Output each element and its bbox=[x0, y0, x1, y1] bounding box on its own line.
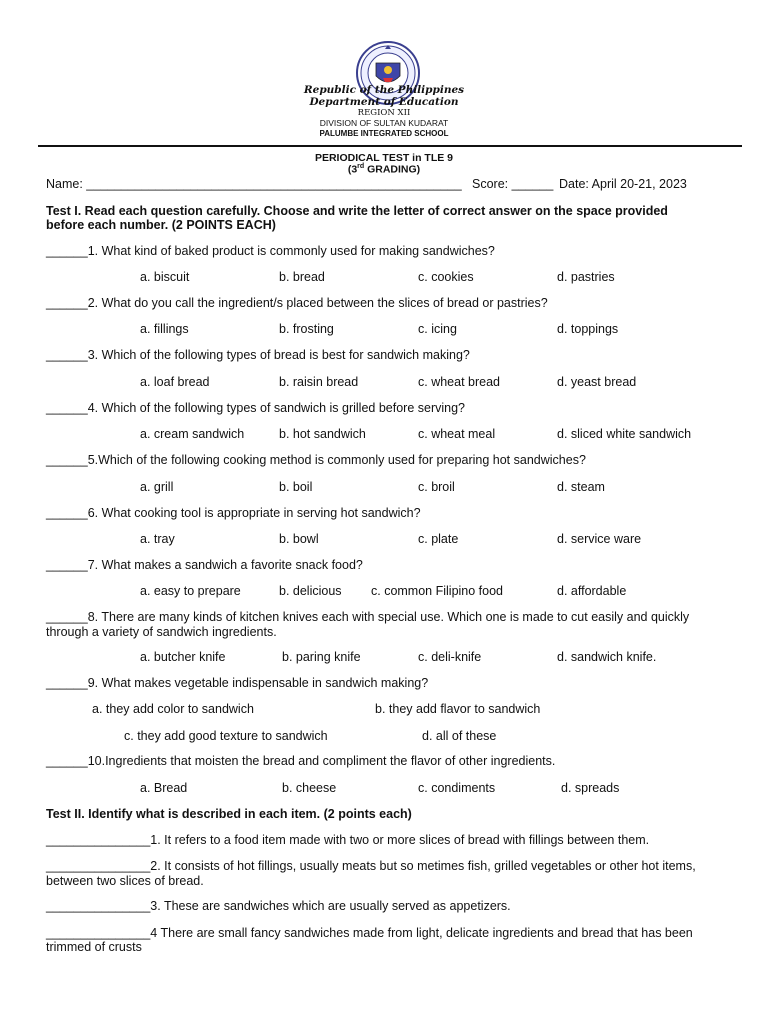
q3-choice-b: b. raisin bread bbox=[279, 375, 359, 389]
region-line: REGION XII bbox=[357, 108, 411, 118]
question-8-cont: through a variety of sandwich ingredients. bbox=[46, 625, 277, 639]
q8-choice-c: c. deli-knife bbox=[418, 650, 482, 664]
test-title: PERIODICAL TEST in TLE 9 bbox=[314, 152, 454, 164]
question-9: ______9. What makes vegetable indispensable in sandwich making? bbox=[46, 676, 429, 690]
q5-choice-d: d. steam bbox=[557, 480, 605, 494]
school-line: PALUMBE INTEGRATED SCHOOL bbox=[319, 129, 449, 138]
name-field[interactable]: Name: ______________________________________________________ bbox=[46, 177, 462, 191]
q5-choice-a: a. grill bbox=[140, 480, 174, 494]
q2-choice-a: a. fillings bbox=[140, 322, 189, 336]
q6-choice-c: c. plate bbox=[418, 532, 459, 546]
q8-choice-b: b. paring knife bbox=[282, 650, 361, 664]
q7-choice-b: b. delicious bbox=[279, 584, 342, 598]
date-label: Date: April 20-21, 2023 bbox=[559, 177, 687, 191]
q8-choice-d: d. sandwich knife. bbox=[557, 650, 657, 664]
q10-choice-d: d. spreads bbox=[561, 781, 620, 795]
q10-choice-a: a. Bread bbox=[140, 781, 188, 795]
q2-choice-c: c. icing bbox=[418, 322, 457, 336]
question-1: ______1. What kind of baked product is commonly used for making sandwiches? bbox=[46, 244, 495, 258]
test2-item-3: _______________3. These are sandwiches which are usually served as appetizers. bbox=[46, 899, 511, 913]
q9-choice-d: d. all of these bbox=[422, 729, 497, 743]
test2-item-2: _______________2. It consists of hot fillings, usually meats but so metimes fish, grilled vegetables or other hot items, bbox=[46, 859, 696, 873]
q10-choice-c: c. condiments bbox=[418, 781, 496, 795]
q6-choice-b: b. bowl bbox=[279, 532, 319, 546]
q4-choice-b: b. hot sandwich bbox=[279, 427, 366, 441]
q9-choice-c: c. they add good texture to sandwich bbox=[124, 729, 328, 743]
q5-choice-b: b. boil bbox=[279, 480, 313, 494]
q1-choice-b: b. bread bbox=[279, 270, 325, 284]
test2-item-2-cont: between two slices of bread. bbox=[46, 874, 204, 888]
question-10: ______10.Ingredients that moisten the bread and compliment the flavor of other ingredients. bbox=[46, 754, 556, 768]
score-field[interactable]: Score: ______ bbox=[472, 177, 554, 191]
test2-instruction: Test II. Identify what is described in each item. (2 points each) bbox=[46, 807, 412, 821]
question-4: ______4. Which of the following types of sandwich is grilled before serving? bbox=[46, 401, 465, 415]
q3-choice-d: d. yeast bread bbox=[557, 375, 637, 389]
grading-label: (3rd GRADING) bbox=[347, 163, 421, 176]
q4-choice-c: c. wheat meal bbox=[418, 427, 496, 441]
q10-choice-b: b. cheese bbox=[282, 781, 337, 795]
q6-choice-a: a. tray bbox=[140, 532, 175, 546]
test1-instruction: Test I. Read each question carefully. Choose and write the letter of correct answer on the space provided bbox=[46, 204, 668, 218]
division-line: DIVISION OF SULTAN KUDARAT bbox=[319, 118, 449, 128]
q4-choice-a: a. cream sandwich bbox=[140, 427, 245, 441]
q3-choice-c: c. wheat bread bbox=[418, 375, 500, 389]
q4-choice-d: d. sliced white sandwich bbox=[557, 427, 692, 441]
q1-choice-d: d. pastries bbox=[557, 270, 615, 284]
question-7: ______7. What makes a sandwich a favorite snack food? bbox=[46, 558, 363, 572]
question-5: ______5.Which of the following cooking method is commonly used for preparing hot sandwiches? bbox=[46, 453, 586, 467]
q8-choice-a: a. butcher knife bbox=[140, 650, 226, 664]
department-line: Department of Education bbox=[309, 96, 459, 108]
question-3: ______3. Which of the following types of bread is best for sandwich making? bbox=[46, 348, 470, 362]
q9-choice-a: a. they add color to sandwich bbox=[92, 702, 254, 716]
test2-item-1: _______________1. It refers to a food item made with two or more slices of bread with fillings between them. bbox=[46, 833, 650, 847]
question-8: ______8. There are many kinds of kitchen knives each with special use. Which one is made to cut easily and quickly bbox=[46, 610, 690, 624]
question-6: ______6. What cooking tool is appropriate in serving hot sandwich? bbox=[46, 506, 421, 520]
header-divider bbox=[38, 145, 742, 147]
question-2: ______2. What do you call the ingredient/s placed between the slices of bread or pastries? bbox=[46, 296, 548, 310]
q9-choice-b: b. they add flavor to sandwich bbox=[375, 702, 541, 716]
q2-choice-b: b. frosting bbox=[279, 322, 334, 336]
q7-choice-c: c. common Filipino food bbox=[371, 584, 504, 598]
q6-choice-d: d. service ware bbox=[557, 532, 642, 546]
test1-instruction-cont: before each number. (2 POINTS EACH) bbox=[46, 218, 276, 232]
q1-choice-a: a. biscuit bbox=[140, 270, 190, 284]
q2-choice-d: d. toppings bbox=[557, 322, 619, 336]
republic-line: Republic of the Philippines bbox=[303, 84, 465, 96]
q7-choice-d: d. affordable bbox=[557, 584, 627, 598]
q5-choice-c: c. broil bbox=[418, 480, 455, 494]
test2-item-4: _______________4 There are small fancy sandwiches made from light, delicate ingredients and bread that has been bbox=[46, 926, 693, 940]
q3-choice-a: a. loaf bread bbox=[140, 375, 210, 389]
q7-choice-a: a. easy to prepare bbox=[140, 584, 241, 598]
q1-choice-c: c. cookies bbox=[418, 270, 474, 284]
test2-item-4-cont: trimmed of crusts bbox=[46, 940, 142, 954]
